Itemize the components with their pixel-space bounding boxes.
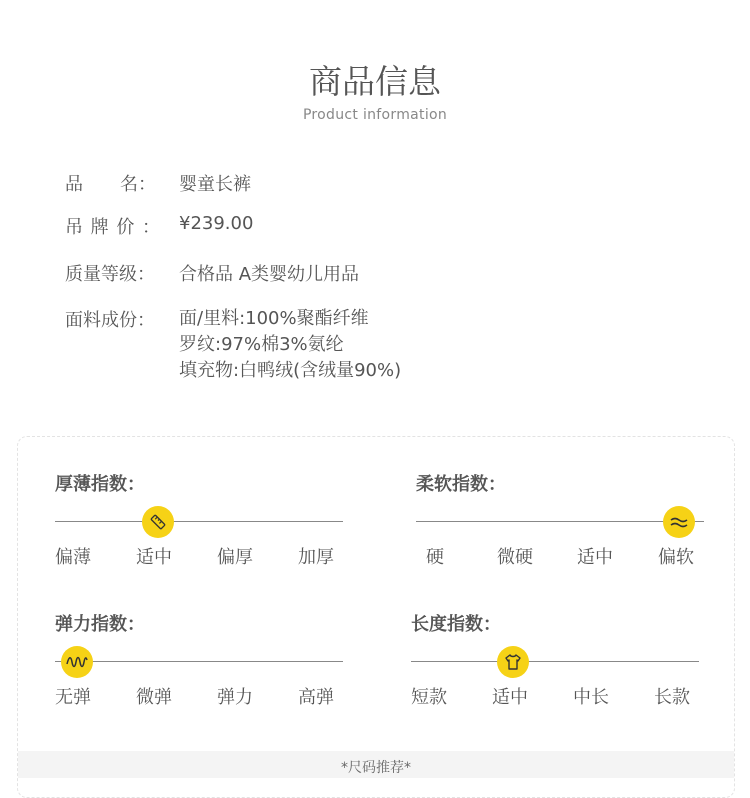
- shirt-icon: [497, 646, 529, 678]
- info-label-grade: 质量等级：: [65, 264, 155, 285]
- softness-track: [416, 521, 704, 522]
- thickness-level: 偏厚: [217, 547, 253, 568]
- section-title: 商品信息: [309, 62, 441, 101]
- fabric-line: 罗纹:97%棉3%氨纶: [179, 334, 344, 355]
- label-part: ：: [141, 217, 160, 238]
- label-part: 牌: [90, 217, 109, 238]
- length-index-title: 长度指数：: [411, 614, 501, 635]
- thickness-level: 加厚: [298, 547, 334, 568]
- elasticity-track: [55, 661, 343, 662]
- length-track: [411, 661, 699, 662]
- label-part: 价: [116, 217, 135, 238]
- length-level: 中长: [573, 687, 609, 708]
- waves-icon: [663, 506, 695, 538]
- spring-icon: [61, 646, 93, 678]
- size-recommend-label: *尺码推荐*: [341, 760, 411, 776]
- label-part: 品: [65, 174, 83, 195]
- length-level: 适中: [492, 687, 528, 708]
- length-level: 长款: [654, 687, 690, 708]
- elasticity-level: 微弹: [136, 687, 172, 708]
- ruler-icon: [142, 506, 174, 538]
- softness-level: 微硬: [497, 547, 533, 568]
- elasticity-level: 高弹: [298, 687, 334, 708]
- fabric-line: 面/里料:100%聚酯纤维: [179, 308, 369, 329]
- label-part: 吊: [65, 217, 83, 238]
- label-part: 名：: [120, 174, 156, 195]
- info-value-price: ¥239.00: [179, 213, 254, 234]
- fabric-line: 填充物:白鸭绒(含绒量90%): [179, 360, 402, 381]
- softness-level: 偏软: [658, 547, 694, 568]
- info-value-grade: 合格品 A类婴幼儿用品: [179, 264, 360, 285]
- elasticity-index-title: 弹力指数：: [55, 614, 145, 635]
- info-value-name: 婴童长裤: [179, 174, 251, 195]
- elasticity-level: 无弹: [55, 687, 91, 708]
- length-level: 短款: [411, 687, 447, 708]
- info-label-name: [65, 170, 170, 196]
- thickness-level: 偏薄: [55, 547, 91, 568]
- softness-index-title: 柔软指数：: [416, 474, 506, 495]
- info-label-price: [65, 213, 170, 239]
- thickness-index-title: 厚薄指数：: [55, 474, 145, 495]
- softness-level: 硬: [426, 547, 444, 568]
- size-recommend-bar: [18, 751, 734, 778]
- thickness-track: [55, 521, 343, 522]
- softness-level: 适中: [577, 547, 613, 568]
- elasticity-level: 弹力: [217, 687, 253, 708]
- info-value-fabric: [179, 306, 401, 384]
- section-subtitle: Product information: [302, 107, 448, 123]
- thickness-level: 适中: [136, 547, 172, 568]
- info-label-fabric: 面料成份：: [65, 310, 155, 331]
